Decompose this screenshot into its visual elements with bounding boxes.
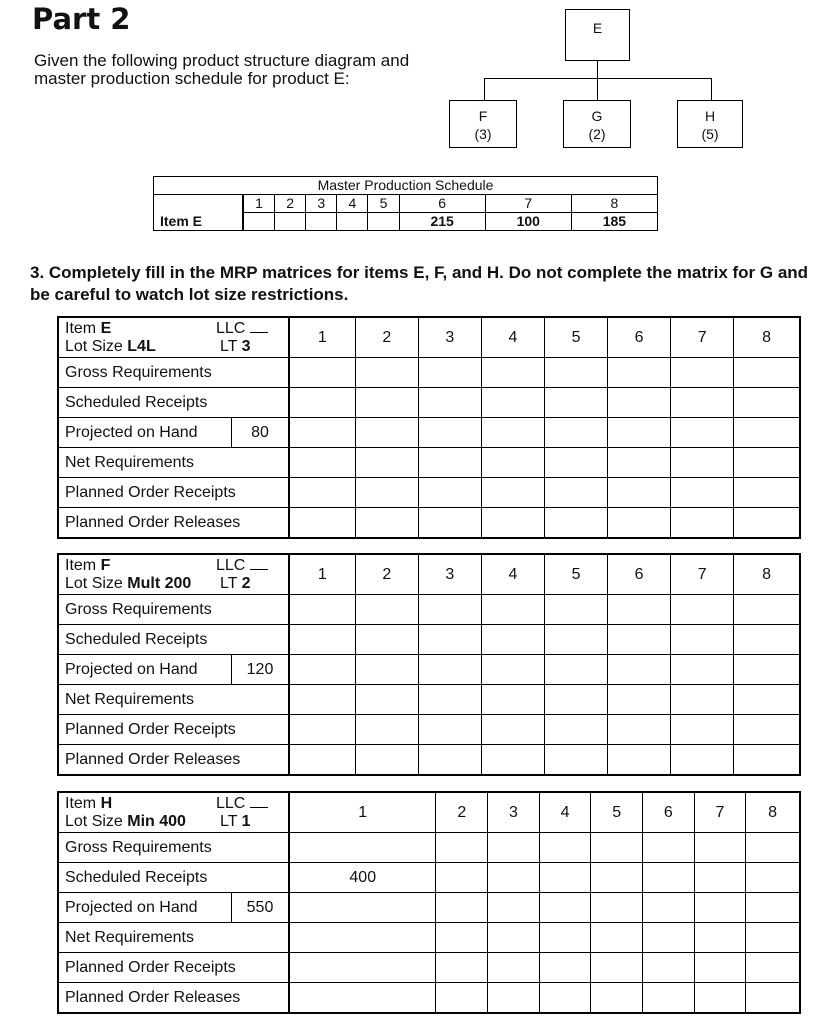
- tree-connector: [484, 78, 712, 79]
- matrix-cell[interactable]: [608, 358, 671, 388]
- row-label: Planned Order Releases: [58, 508, 289, 539]
- matrix-cell[interactable]: 400: [289, 863, 436, 893]
- tree-node-label: F: [478, 108, 488, 124]
- matrix-cell[interactable]: [488, 893, 540, 923]
- matrix-cell[interactable]: [746, 863, 800, 893]
- item-prefix: Item: [65, 794, 101, 812]
- matrix-cell[interactable]: [671, 388, 734, 418]
- tree-node-g: [563, 100, 631, 148]
- mrp-matrix-h: [57, 791, 801, 1014]
- period-header: 6: [608, 317, 671, 358]
- period-header: 1: [289, 317, 355, 358]
- matrix-cell[interactable]: [481, 478, 544, 508]
- period-header: 1: [289, 554, 355, 595]
- matrix-cell[interactable]: [671, 625, 734, 655]
- row-label: Planned Order Receipts: [58, 715, 289, 745]
- row-label-text: Projected on Hand: [65, 899, 198, 916]
- matrix-cell[interactable]: [418, 685, 481, 715]
- period-header: 3: [418, 554, 481, 595]
- mps-value: [275, 213, 306, 231]
- matrix-cell[interactable]: [418, 655, 481, 685]
- matrix-cell[interactable]: [355, 655, 418, 685]
- row-label: Net Requirements: [58, 685, 289, 715]
- lot-size-prefix: Lot Size: [65, 337, 128, 355]
- row-label: Gross Requirements: [58, 833, 289, 863]
- matrix-cell[interactable]: [734, 448, 800, 478]
- matrix-cell[interactable]: [289, 923, 436, 953]
- llc-blank: [250, 320, 268, 333]
- on-hand-value: 550: [231, 893, 288, 922]
- matrix-cell[interactable]: [694, 833, 746, 863]
- matrix-cell[interactable]: [418, 388, 481, 418]
- llc-blank: [250, 795, 268, 808]
- item-name: E: [100, 319, 112, 337]
- matrix-cell[interactable]: [608, 685, 671, 715]
- matrix-cell[interactable]: [488, 923, 540, 953]
- period-header: 7: [671, 317, 734, 358]
- matrix-cell[interactable]: [544, 388, 607, 418]
- matrix-cell[interactable]: [591, 863, 643, 893]
- matrix-cell[interactable]: [544, 478, 607, 508]
- matrix-cell[interactable]: [694, 863, 746, 893]
- matrix-cell[interactable]: [694, 983, 746, 1014]
- period-header: 5: [544, 317, 607, 358]
- matrix-cell[interactable]: [289, 595, 355, 625]
- mps-value: 185: [571, 213, 657, 231]
- matrix-cell[interactable]: [539, 923, 591, 953]
- period-header: 4: [539, 792, 591, 833]
- matrix-cell[interactable]: [418, 715, 481, 745]
- matrix-cell[interactable]: [481, 388, 544, 418]
- matrix-cell[interactable]: [481, 358, 544, 388]
- matrix-cell[interactable]: [734, 478, 800, 508]
- matrix-cell[interactable]: [608, 448, 671, 478]
- matrix-cell[interactable]: [544, 715, 607, 745]
- matrix-cell[interactable]: [481, 448, 544, 478]
- matrix-cell[interactable]: [734, 655, 800, 685]
- matrix-cell[interactable]: [694, 923, 746, 953]
- matrix-cell[interactable]: [591, 953, 643, 983]
- matrix-cell[interactable]: [355, 625, 418, 655]
- matrix-cell[interactable]: [355, 478, 418, 508]
- matrix-cell[interactable]: [544, 418, 607, 448]
- period-header: 3: [488, 792, 540, 833]
- mrp-matrix-e: [57, 316, 801, 539]
- item-prefix: Item: [65, 319, 101, 337]
- matrix-cell[interactable]: [289, 983, 436, 1014]
- llc-label: LLC: [216, 794, 246, 812]
- mps-value: 215: [399, 213, 485, 231]
- tree-node-label: H: [704, 108, 716, 124]
- matrix-cell[interactable]: [436, 983, 488, 1014]
- matrix-cell[interactable]: [734, 745, 800, 776]
- matrix-cell[interactable]: [289, 478, 355, 508]
- matrix-cell[interactable]: [746, 833, 800, 863]
- matrix-cell[interactable]: [289, 418, 355, 448]
- matrix-cell[interactable]: [671, 745, 734, 776]
- matrix-cell[interactable]: [355, 418, 418, 448]
- row-label: Planned Order Receipts: [58, 953, 289, 983]
- matrix-cell[interactable]: [289, 833, 436, 863]
- matrix-cell[interactable]: [488, 953, 540, 983]
- matrix-cell[interactable]: [289, 953, 436, 983]
- row-label: Planned Order Releases: [58, 745, 289, 776]
- item-prefix: Item: [65, 556, 101, 574]
- matrix-cell[interactable]: [418, 478, 481, 508]
- matrix-cell[interactable]: [591, 923, 643, 953]
- matrix-cell[interactable]: [608, 508, 671, 539]
- lot-size-value: Min 400: [127, 812, 186, 830]
- row-label: Planned Order Receipts: [58, 478, 289, 508]
- matrix-cell[interactable]: [539, 983, 591, 1014]
- period-header: 6: [608, 554, 671, 595]
- matrix-cell[interactable]: [355, 388, 418, 418]
- matrix-cell[interactable]: [608, 595, 671, 625]
- period-header: 1: [289, 792, 436, 833]
- matrix-cell[interactable]: [289, 655, 355, 685]
- tree-node-label: G: [591, 108, 603, 124]
- period-header: 7: [671, 554, 734, 595]
- matrix-cell[interactable]: [734, 685, 800, 715]
- matrix-cell[interactable]: [418, 745, 481, 776]
- period-header: 5: [591, 792, 643, 833]
- matrix-cell[interactable]: [544, 625, 607, 655]
- matrix-cell[interactable]: [734, 388, 800, 418]
- matrix-cell[interactable]: [539, 863, 591, 893]
- item-name: H: [100, 794, 113, 812]
- matrix-cell[interactable]: [642, 893, 694, 923]
- intro-text: Given the following product structure diagram and master production schedule for product E:: [34, 51, 410, 88]
- matrix-cell[interactable]: [642, 923, 694, 953]
- matrix-cell[interactable]: [608, 418, 671, 448]
- tree-node-qty: (2): [588, 126, 606, 142]
- llc-label: LLC: [216, 319, 246, 337]
- matrix-cell[interactable]: [671, 715, 734, 745]
- matrix-cell[interactable]: [481, 655, 544, 685]
- mps-value: [337, 213, 368, 231]
- period-header: 6: [642, 792, 694, 833]
- matrix-cell[interactable]: [671, 685, 734, 715]
- matrix-cell[interactable]: [289, 448, 355, 478]
- master-production-schedule: [153, 176, 658, 231]
- question-text: 3. Completely fill in the MRP matrices for items E, F, and H. Do not complete the matrix for G and be careful to watch lot size restrictions.: [30, 263, 809, 304]
- matrix-cell[interactable]: [355, 508, 418, 539]
- matrix-cell[interactable]: [355, 745, 418, 776]
- matrix-cell[interactable]: [481, 745, 544, 776]
- matrix-cell[interactable]: [355, 358, 418, 388]
- lead-time-value: 3: [241, 337, 251, 355]
- matrix-cell[interactable]: [481, 418, 544, 448]
- row-label: [58, 893, 289, 923]
- matrix-cell[interactable]: [418, 625, 481, 655]
- matrix-cell[interactable]: [488, 983, 540, 1014]
- matrix-header: [58, 554, 289, 595]
- matrix-cell[interactable]: [481, 508, 544, 539]
- period-header: 5: [544, 554, 607, 595]
- matrix-cell[interactable]: [734, 418, 800, 448]
- matrix-cell[interactable]: [746, 983, 800, 1014]
- period-header: 4: [481, 554, 544, 595]
- tree-connector: [597, 78, 598, 100]
- matrix-cell[interactable]: [608, 625, 671, 655]
- matrix-cell[interactable]: [642, 833, 694, 863]
- matrix-cell[interactable]: [608, 478, 671, 508]
- matrix-cell[interactable]: [608, 715, 671, 745]
- matrix-cell[interactable]: [418, 358, 481, 388]
- period-header: 8: [734, 317, 800, 358]
- matrix-cell[interactable]: [289, 625, 355, 655]
- matrix-cell[interactable]: [544, 448, 607, 478]
- matrix-cell[interactable]: [289, 685, 355, 715]
- matrix-cell[interactable]: [734, 625, 800, 655]
- mps-value: [306, 213, 337, 231]
- lead-time-prefix: LT: [220, 337, 242, 355]
- matrix-cell[interactable]: [289, 893, 436, 923]
- lot-size-prefix: Lot Size: [65, 574, 128, 592]
- matrix-cell[interactable]: [355, 685, 418, 715]
- matrix-header: [58, 792, 289, 833]
- lead-time-prefix: LT: [220, 574, 242, 592]
- mps-period: 5: [368, 195, 399, 213]
- lead-time-value: 2: [241, 574, 251, 592]
- mps-period: 3: [306, 195, 337, 213]
- matrix-cell[interactable]: [671, 418, 734, 448]
- mps-item-label: Item E: [154, 213, 243, 231]
- tree-node-h: [677, 100, 743, 148]
- page-title: Part 2: [32, 2, 131, 36]
- matrix-cell[interactable]: [418, 448, 481, 478]
- matrix-cell[interactable]: [734, 508, 800, 539]
- mps-period: 8: [571, 195, 657, 213]
- matrix-cell[interactable]: [642, 953, 694, 983]
- matrix-cell[interactable]: [694, 953, 746, 983]
- period-header: 8: [746, 792, 800, 833]
- row-label: Planned Order Releases: [58, 983, 289, 1014]
- matrix-cell[interactable]: [544, 358, 607, 388]
- mrp-matrix-f: [57, 553, 801, 776]
- row-label: [58, 418, 289, 448]
- matrix-cell[interactable]: [436, 863, 488, 893]
- lot-size-prefix: Lot Size: [65, 812, 128, 830]
- item-name: F: [100, 556, 111, 574]
- mps-period: 7: [485, 195, 571, 213]
- matrix-cell[interactable]: [289, 715, 355, 745]
- row-label: Scheduled Receipts: [58, 863, 289, 893]
- on-hand-value: 80: [231, 418, 288, 447]
- matrix-cell[interactable]: [734, 358, 800, 388]
- period-header: 2: [355, 317, 418, 358]
- period-header: 7: [694, 792, 746, 833]
- matrix-cell[interactable]: [539, 893, 591, 923]
- matrix-cell[interactable]: [671, 448, 734, 478]
- mps-period: 2: [275, 195, 306, 213]
- matrix-cell[interactable]: [608, 655, 671, 685]
- matrix-cell[interactable]: [289, 745, 355, 776]
- matrix-cell[interactable]: [544, 655, 607, 685]
- matrix-cell[interactable]: [671, 508, 734, 539]
- matrix-cell[interactable]: [671, 595, 734, 625]
- mps-title: Master Production Schedule: [154, 177, 658, 195]
- matrix-cell[interactable]: [734, 715, 800, 745]
- matrix-cell[interactable]: [488, 833, 540, 863]
- matrix-cell[interactable]: [418, 595, 481, 625]
- tree-connector: [711, 78, 712, 100]
- matrix-cell[interactable]: [746, 923, 800, 953]
- matrix-cell[interactable]: [418, 418, 481, 448]
- matrix-cell[interactable]: [591, 983, 643, 1014]
- tree-node-f: [449, 100, 517, 148]
- matrix-cell[interactable]: [642, 863, 694, 893]
- matrix-cell[interactable]: [436, 923, 488, 953]
- matrix-cell[interactable]: [734, 595, 800, 625]
- matrix-cell[interactable]: [488, 863, 540, 893]
- row-label: Scheduled Receipts: [58, 388, 289, 418]
- matrix-cell[interactable]: [436, 953, 488, 983]
- matrix-cell[interactable]: [544, 508, 607, 539]
- llc-label: LLC: [216, 556, 246, 574]
- matrix-cell[interactable]: [671, 478, 734, 508]
- matrix-cell[interactable]: [544, 745, 607, 776]
- matrix-cell[interactable]: [591, 893, 643, 923]
- row-label-text: Projected on Hand: [65, 661, 198, 678]
- tree-node-qty: (3): [474, 126, 492, 142]
- mps-value: [244, 213, 275, 231]
- lot-size-value: L4L: [127, 337, 156, 355]
- on-hand-value: 120: [231, 655, 288, 684]
- matrix-cell[interactable]: [481, 595, 544, 625]
- row-label: Gross Requirements: [58, 595, 289, 625]
- period-header: 2: [355, 554, 418, 595]
- row-label: Net Requirements: [58, 448, 289, 478]
- row-label: [58, 655, 289, 685]
- matrix-cell[interactable]: [746, 953, 800, 983]
- row-label-text: Projected on Hand: [65, 424, 198, 441]
- matrix-cell[interactable]: [355, 448, 418, 478]
- tree-node-label: E: [592, 20, 603, 36]
- matrix-cell[interactable]: [608, 745, 671, 776]
- matrix-cell[interactable]: [608, 388, 671, 418]
- tree-node-qty: (5): [701, 126, 719, 142]
- matrix-cell[interactable]: [436, 893, 488, 923]
- matrix-cell[interactable]: [355, 595, 418, 625]
- row-label: Gross Requirements: [58, 358, 289, 388]
- matrix-cell[interactable]: [481, 715, 544, 745]
- matrix-cell[interactable]: [544, 595, 607, 625]
- tree-connector: [597, 60, 598, 78]
- matrix-cell[interactable]: [544, 685, 607, 715]
- matrix-cell[interactable]: [642, 983, 694, 1014]
- matrix-cell[interactable]: [694, 893, 746, 923]
- mps-period: 4: [337, 195, 368, 213]
- matrix-cell[interactable]: [671, 655, 734, 685]
- matrix-cell[interactable]: [355, 715, 418, 745]
- matrix-cell[interactable]: [671, 358, 734, 388]
- period-header: 2: [436, 792, 488, 833]
- matrix-cell[interactable]: [289, 508, 355, 539]
- lot-size-value: Mult 200: [127, 574, 192, 592]
- matrix-cell[interactable]: [481, 625, 544, 655]
- lead-time-prefix: LT: [220, 812, 242, 830]
- period-header: 3: [418, 317, 481, 358]
- tree-node-root: [565, 9, 630, 61]
- matrix-cell[interactable]: [289, 388, 355, 418]
- mps-blank: [154, 195, 243, 213]
- mps-period: 6: [399, 195, 485, 213]
- matrix-cell[interactable]: [591, 833, 643, 863]
- mps-value: 100: [485, 213, 571, 231]
- mps-period: 1: [244, 195, 275, 213]
- matrix-cell[interactable]: [539, 953, 591, 983]
- row-label: Net Requirements: [58, 923, 289, 953]
- llc-blank: [250, 557, 268, 570]
- matrix-cell[interactable]: [539, 833, 591, 863]
- matrix-cell[interactable]: [436, 833, 488, 863]
- row-label: Scheduled Receipts: [58, 625, 289, 655]
- tree-connector: [484, 78, 485, 100]
- mps-value: [368, 213, 399, 231]
- matrix-cell[interactable]: [418, 508, 481, 539]
- matrix-header: [58, 317, 289, 358]
- period-header: 8: [734, 554, 800, 595]
- period-header: 4: [481, 317, 544, 358]
- matrix-cell[interactable]: [481, 685, 544, 715]
- matrix-cell[interactable]: [289, 358, 355, 388]
- matrix-cell[interactable]: [746, 893, 800, 923]
- lead-time-value: 1: [241, 812, 251, 830]
